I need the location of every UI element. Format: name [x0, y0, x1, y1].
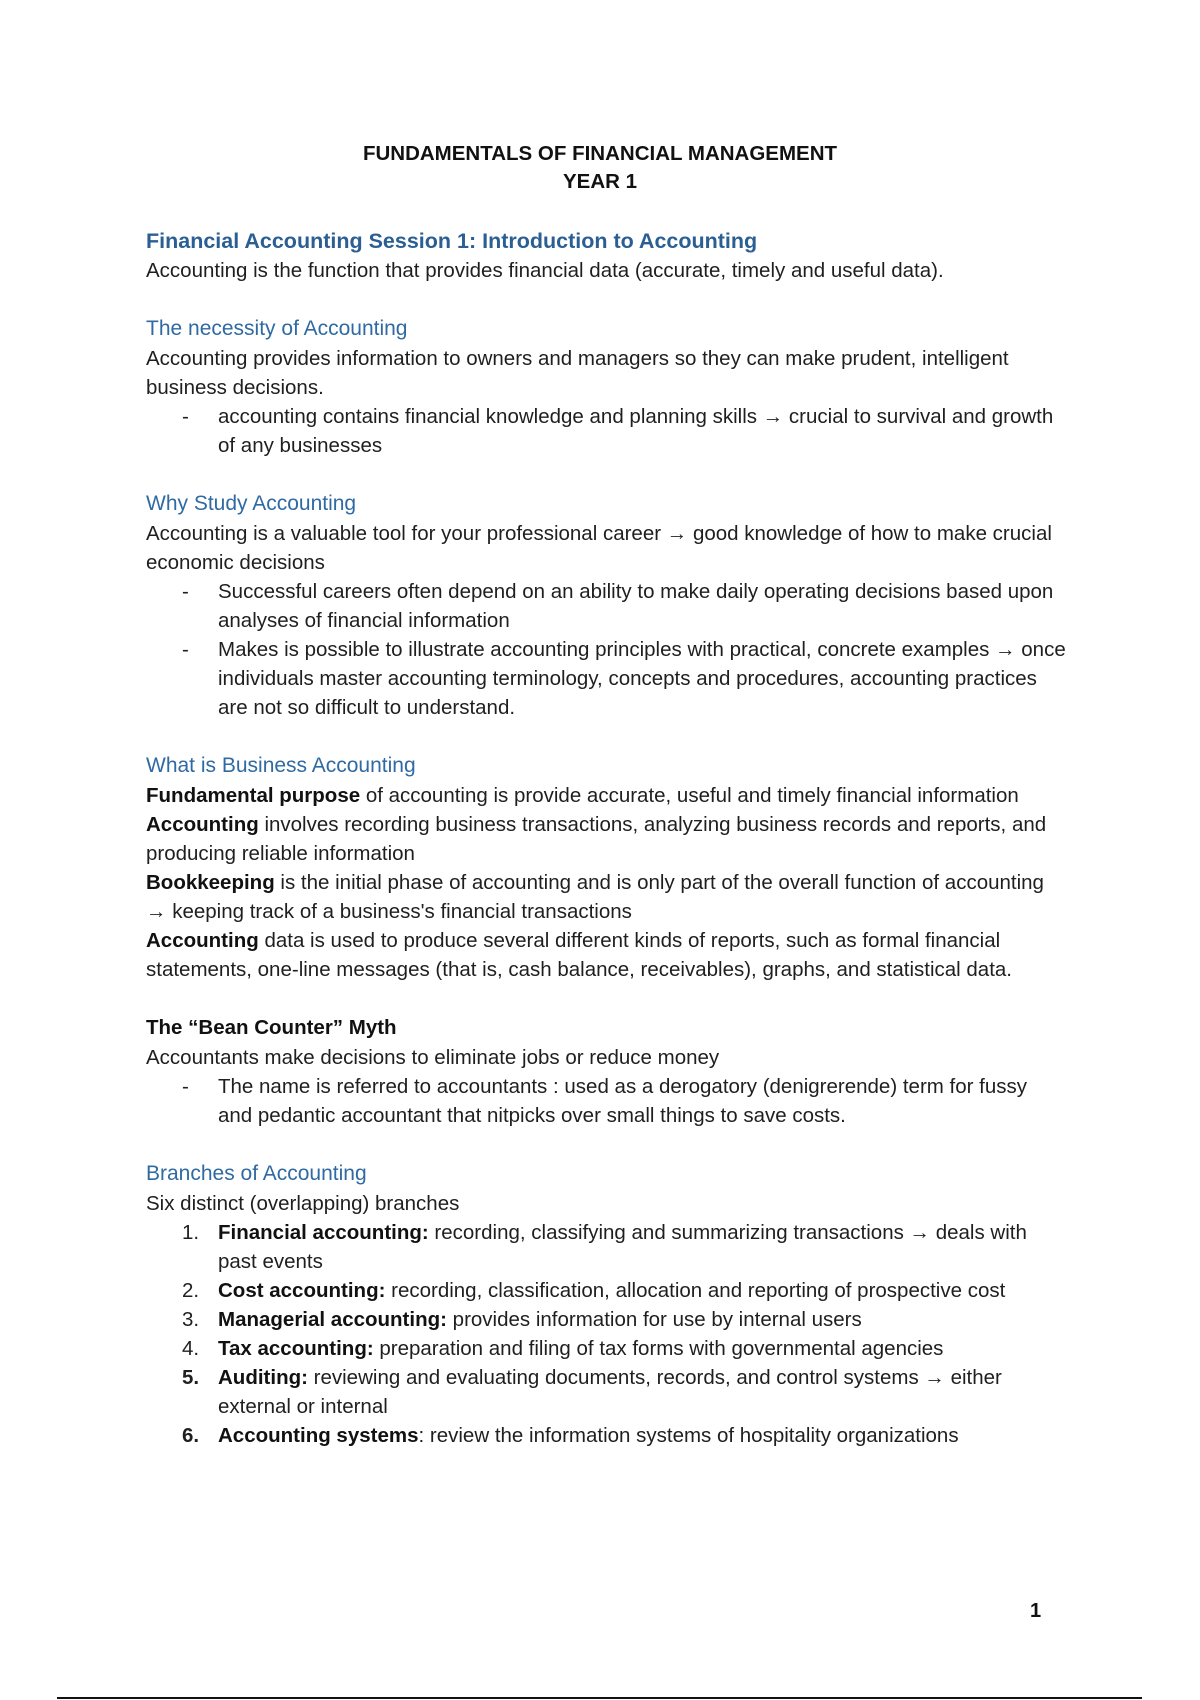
list-number: 5. — [182, 1366, 200, 1389]
list-item: - Successful careers often depend on an ability to make daily operating decisions based upon analyses of financial information — [146, 577, 1066, 635]
list-item: 4. Tax accounting: preparation and filing of tax forms with governmental agencies — [146, 1334, 1066, 1363]
necessity-bullets — [146, 402, 1066, 460]
paragraph: Fundamental purpose of accounting is provide accurate, useful and timely financial information — [146, 784, 1019, 807]
bean-counter-heading: The “Bean Counter” Myth — [146, 1016, 397, 1039]
paragraph: Accounting involves recording business transactions, analyzing business records and reports, and producing reliable information — [146, 813, 1047, 865]
why-study-bullets — [146, 577, 1066, 722]
dash-bullet-icon: - — [182, 405, 189, 428]
session-intro: Accounting is the function that provides financial data (accurate, timely and useful data). — [146, 259, 944, 282]
document-page — [146, 140, 1066, 1479]
list-item: 5. Auditing: reviewing and evaluating documents, records, and control systems → either external or internal — [146, 1363, 1066, 1421]
branches-heading: Branches of Accounting — [146, 1162, 367, 1185]
bean-counter-section — [146, 1013, 1066, 1130]
document-subtitle: YEAR 1 — [562, 170, 638, 193]
dash-bullet-icon: - — [182, 1075, 189, 1098]
branches-section — [146, 1159, 1066, 1450]
document-title: FUNDAMENTALS OF FINANCIAL MANAGEMENT — [362, 142, 838, 165]
list-number: 1. — [182, 1221, 200, 1244]
why-study-section — [146, 489, 1066, 722]
bean-counter-text: Accountants make decisions to eliminate jobs or reduce money — [146, 1046, 720, 1069]
list-item: 2. Cost accounting: recording, classification, allocation and reporting of prospective cost — [146, 1276, 1066, 1305]
list-item: - The name is referred to accountants : used as a derogatory (denigrerende) term for fussy and pedantic accountant that nitpicks over small things to save costs. — [146, 1072, 1066, 1130]
list-item: 3. Managerial accounting: provides information for use by internal users — [146, 1305, 1066, 1334]
list-number: 4. — [182, 1337, 200, 1360]
list-number: 6. — [182, 1424, 200, 1447]
list-number: 3. — [182, 1308, 200, 1331]
footer-divider — [57, 1697, 1142, 1699]
why-study-text: Accounting is a valuable tool for your professional career → good knowledge of how to make crucial economic decisions — [146, 522, 1052, 574]
dash-bullet-icon: - — [182, 638, 189, 661]
list-number: 2. — [182, 1279, 200, 1302]
list-item: - accounting contains financial knowledge and planning skills → crucial to survival and growth of any businesses — [146, 402, 1066, 460]
bean-counter-bullets — [146, 1072, 1066, 1130]
necessity-heading: The necessity of Accounting — [146, 317, 408, 340]
list-item: 1. Financial accounting: recording, classifying and summarizing transactions → deals with past events — [146, 1218, 1066, 1276]
branches-intro: Six distinct (overlapping) branches — [146, 1192, 460, 1215]
page-number: 1 — [1030, 1600, 1042, 1622]
dash-bullet-icon: - — [182, 580, 189, 603]
list-item: 6. Accounting systems: review the information systems of hospitality organizations — [146, 1421, 1066, 1450]
paragraph: Accounting data is used to produce several different kinds of reports, such as formal financial statements, one-line messages (that is, cash balance, receivables), graphs, and statistical data. — [146, 929, 1013, 981]
title-block — [146, 140, 1066, 196]
necessity-text: Accounting provides information to owners and managers so they can make prudent, intelligent business decisions. — [146, 347, 1009, 399]
session-section — [146, 226, 1066, 285]
necessity-section — [146, 314, 1066, 460]
business-accounting-heading: What is Business Accounting — [146, 754, 416, 777]
session-heading: Financial Accounting Session 1: Introduction to Accounting — [146, 229, 758, 253]
business-accounting-section — [146, 751, 1066, 984]
why-study-heading: Why Study Accounting — [146, 492, 357, 515]
branches-list — [146, 1218, 1066, 1450]
paragraph: Bookkeeping is the initial phase of accounting and is only part of the overall function of accounting → keeping track of a business's financial transactions — [146, 871, 1044, 923]
list-item: - Makes is possible to illustrate accounting principles with practical, concrete examples → once individuals master accounting terminology, concepts and procedures, accounting practices are not so difficult to understand. — [146, 635, 1066, 722]
